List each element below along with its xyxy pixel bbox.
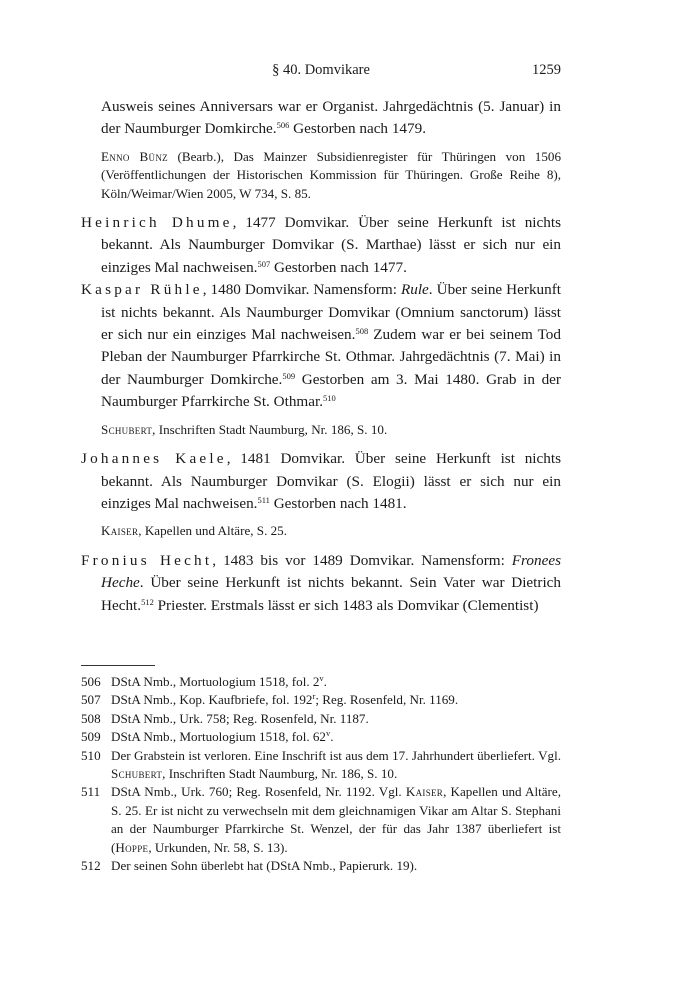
footnote-ref-508[interactable]: 508	[355, 326, 369, 337]
footnote-508: 508 DStA Nmb., Urk. 758; Reg. Rosenfeld, Nr. 1187.	[81, 710, 369, 726]
page-number: 1259	[532, 62, 561, 78]
footnote-509: 509 DStA Nmb., Mortuologium 1518, fol. 62$^v$.	[81, 728, 334, 745]
intro-paragraph: Ausweis seines Anniversars war er Organist. Jahrgedächtnis (5. Januar) in der Naumburger Domkirche.$^{506}$ Gestorben nach 1479.	[101, 98, 561, 138]
literature-reference: Enno Bünz (Bearb.), Das Mainzer Subsidienregister für Thüringen von 1506 (Veröffentlichungen der Historischen Kommission für Thüringen. Große Reihe 8), Köln/Weimar/Wien 2005, W 734, S. 85.	[101, 148, 561, 201]
footnote-ref-511[interactable]: 511	[257, 494, 270, 505]
section-title: § 40. Domvikare	[272, 62, 370, 78]
footnote-510: 510 Der Grabstein ist verloren. Eine Inschrift ist aus dem 17. Jahrhundert überliefert. Vgl. Schubert, Inschriften Stadt Naumburg, Nr. 186, S. 10.	[81, 747, 561, 782]
footnote-ref-509[interactable]: 509	[282, 370, 296, 381]
literature-reference: Kaiser, Kapellen und Altäre, S. 25.	[101, 523, 287, 539]
footnotes	[81, 673, 561, 875]
person-name: Heinrich Dhume	[81, 214, 233, 232]
entry-johannes-kaele: Johannes Kaele, 1481 Domvikar. Über seine Herkunft ist nichts bekannt. Als Naumburger Domvikar (S. Elogii) lässt er sich nur ein einziges Mal nachweisen.$^{511}$ Gestorben nach 1481.	[81, 450, 561, 512]
footnote-507: 507 DStA Nmb., Kop. Kaufbriefe, fol. 192$^r$; Reg. Rosenfeld, Nr. 1169.	[81, 691, 459, 708]
footnote-ref-512[interactable]: 512	[141, 596, 154, 607]
entry-kaspar-ruehle: Kaspar Rühle, 1480 Domvikar. Namensform: Rule. Über seine Herkunft ist nichts bekannt. Als Naumburger Domvikar (Omnium sanctorum) lässt er sich nur ein einziges Mal nachweisen.$^{508}$ Zudem war er bei seinem Tod Pleban der Naumburger Pfarrkirche St. Othmar. Jahrgedächtnis (7. Mai) in der Naumburger Domkirche.$^{509}$ Gestorben am 3. Mai 1480. Grab in der Naumburger Pfarrkirche St. Othmar.$^{510}$	[81, 281, 561, 411]
literature-reference: Schubert, Inschriften Stadt Naumburg, Nr. 186, S. 10.	[101, 421, 388, 437]
footnote-ref-510[interactable]: 510	[323, 393, 336, 404]
footnote-divider	[81, 665, 155, 666]
footnote-ref-506[interactable]: 506	[276, 120, 290, 131]
footnote-511: 511 DStA Nmb., Urk. 760; Reg. Rosenfeld, Nr. 1192. Vgl. Kaiser, Kapellen und Altäre, S. 25. Er ist nicht zu verwechseln mit dem gleichnamigen Vikar am Altar S. Stephani an der Naumburger Pfarrkirche St. Wenzel, der für das Jahr 1387 überliefert ist (Hoppe, Urkunden, Nr. 58, S. 13).	[81, 784, 561, 855]
person-name: Fronius Hecht	[81, 551, 213, 569]
running-header	[81, 62, 561, 82]
footnote-512: 512 Der seinen Sohn überlebt hat (DStA Nmb., Papierurk. 19).	[81, 858, 418, 874]
person-name: Kaspar Rühle	[81, 281, 203, 299]
footnote-ref-507[interactable]: 507	[257, 258, 271, 269]
entry-heinrich-dhume: Heinrich Dhume, 1477 Domvikar. Über seine Herkunft ist nichts bekannt. Als Naumburger Domvikar (S. Marthae) lässt er sich nur ein einziges Mal nachweisen.$^{507}$ Gestorben nach 1477.	[81, 214, 561, 276]
footnote-506: 506 DStA Nmb., Mortuologium 1518, fol. 2$^v$.	[81, 673, 327, 689]
entry-fronius-hecht: Fronius Hecht, 1483 bis vor 1489 Domvikar. Namensform: Fronees Heche. Über seine Herkunft ist nichts bekannt. Sein Vater war Dietrich Hecht.$^{512}$ Priester. Erstmals lässt er sich 1483 als Domvikar (Clementist)	[81, 551, 561, 614]
person-name: Johannes Kaele	[81, 450, 227, 468]
main-text	[81, 96, 561, 617]
